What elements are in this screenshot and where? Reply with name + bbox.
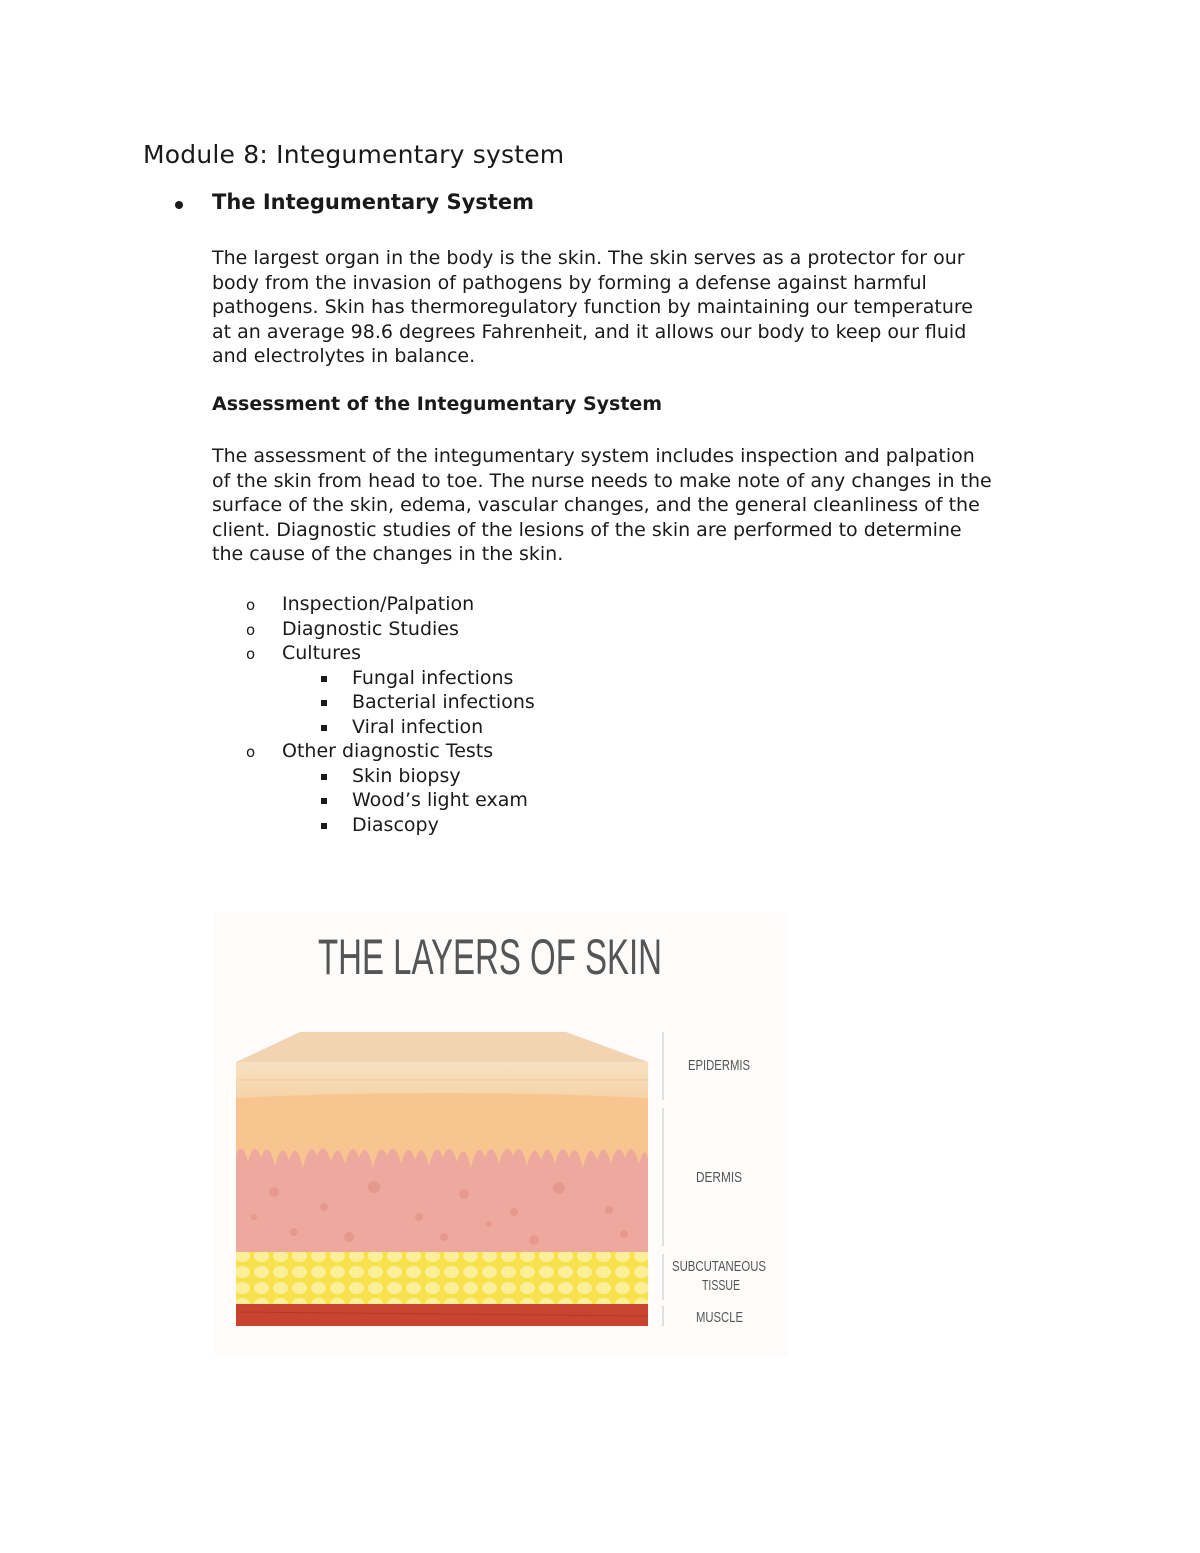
paragraph-line: the cause of the changes in the skin. [212,543,564,565]
skin-top-surface [236,1032,648,1062]
skin-layers-figure [214,912,788,1356]
sub-list-item-label: Fungal infections [352,666,514,689]
paragraph-line: The largest organ in the body is the skin. The skin serves as a protector for our [212,247,965,269]
circle-bullet-icon: o [246,743,256,761]
sub-list-item [282,715,535,740]
intro-paragraph [212,246,1072,369]
list-item [246,592,535,617]
sub-list-item [282,690,535,715]
paragraph-line: pathogens. Skin has thermoregulatory function by maintaining our temperature [212,296,973,318]
skin-layers-diagram [214,912,788,1356]
list-item-label: Diagnostic Studies [282,617,459,640]
sub-list-item-label: Wood’s light exam [352,789,528,811]
sub-list-item [282,764,535,789]
list-item [246,617,535,642]
square-bullet-icon [321,725,327,731]
epidermis-label: EPIDERMIS [688,1057,750,1074]
circle-bullet-icon: o [246,596,256,614]
sub-list-item-label: Diascopy [352,813,439,836]
sub-list-item [282,666,535,691]
list-item-label: Inspection/Palpation [282,593,475,615]
assessment-list [246,592,535,837]
subcutaneous-label-line1: SUBCUTANEOUS [672,1258,766,1275]
muscle-label: MUSCLE [696,1309,743,1326]
dermal-border [236,1093,648,1127]
sub-list [282,666,535,740]
paragraph-line: surface of the skin, edema, vascular changes, and the general cleanliness of the [212,494,980,516]
list-item [246,739,535,837]
sub-list-item [282,813,535,838]
circle-bullet-icon: o [246,645,256,663]
circle-bullet-icon: o [246,620,256,639]
figure-title: THE LAYERS OF SKIN [318,929,662,985]
square-bullet-icon [321,823,327,829]
sub-list [282,764,535,838]
square-bullet-icon [321,798,327,804]
section-heading-text: The Integumentary System [212,190,534,214]
square-bullet-icon [321,676,327,682]
list-item-label: Cultures [282,642,362,664]
subcutaneous-label-line2: TISSUE [702,1277,740,1294]
list-item-label: Other diagnostic Tests [282,740,494,762]
page-title: Module 8: Integumentary system [143,140,565,169]
sub-list-item-label: Viral infection [352,715,484,738]
square-bullet-icon [321,700,327,706]
assessment-paragraph [212,444,1072,567]
paragraph-line: and electrolytes in balance. [212,345,476,367]
sub-list-item-label: Bacterial infections [352,691,535,713]
paragraph-line: The assessment of the integumentary system includes inspection and palpation [212,445,975,467]
dermis-label: DERMIS [696,1169,742,1186]
paragraph-line: body from the invasion of pathogens by forming a defense against harmful [212,271,927,294]
square-bullet-icon [321,774,327,780]
sub-list-item [282,788,535,813]
paragraph-line: of the skin from head to toe. The nurse needs to make note of any changes in the [212,469,992,492]
paragraph-line: at an average 98.6 degrees Fahrenheit, and it allows our body to keep our fluid [212,320,967,343]
assessment-heading: Assessment of the Integumentary System [212,393,663,415]
sub-list-item-label: Skin biopsy [352,764,461,787]
list-item [246,641,535,739]
paragraph-line: client. Diagnostic studies of the lesions of the skin are performed to determine [212,518,962,541]
bullet-dot-icon [175,201,183,209]
section-heading [212,190,534,214]
subcutaneous-layer [236,1252,648,1304]
